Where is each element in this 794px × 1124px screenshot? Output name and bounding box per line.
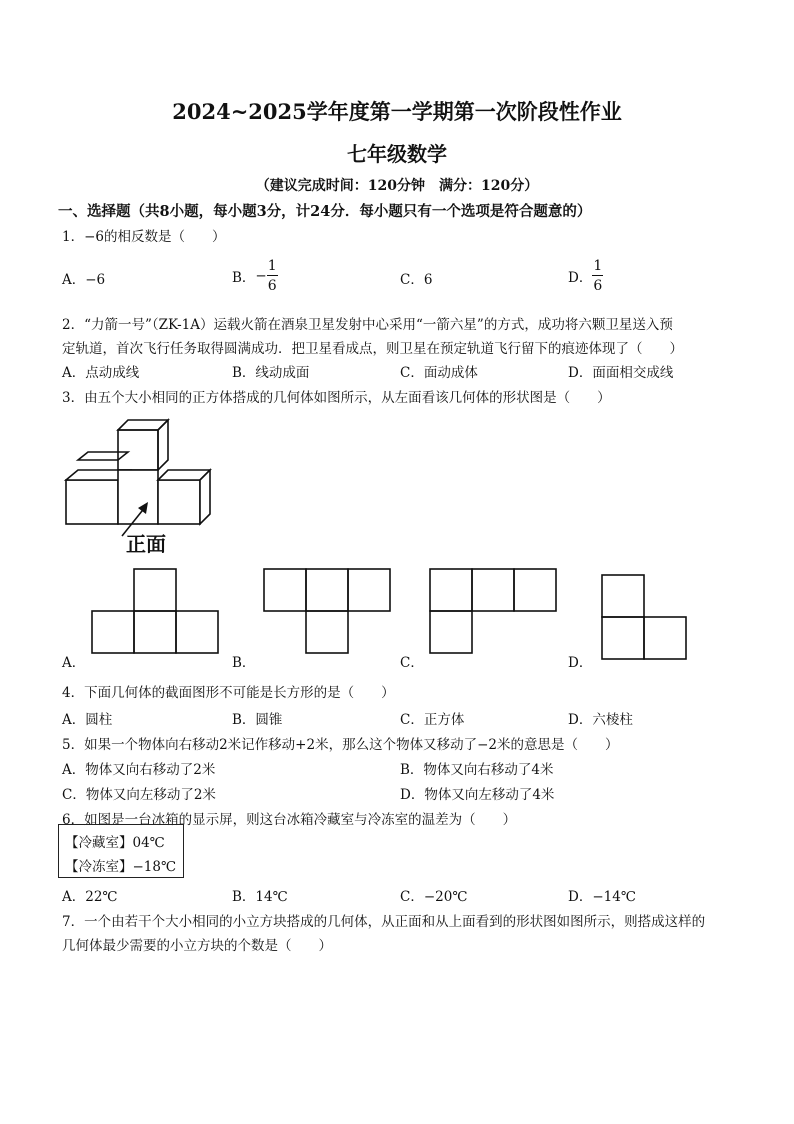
exam-info: （建议完成时间：120分钟 满分：120分） — [255, 178, 539, 194]
q5-option-b: B．物体又向右移动了4米 — [400, 762, 554, 778]
q1-option-c — [400, 268, 432, 288]
q1-option-a-label: A． — [62, 272, 86, 288]
q1-option-b-sign: − — [255, 268, 267, 284]
question-2-stem-line2: 定轨道，首次飞行任务取得圆满成功．把卫星看成点，则卫星在预定轨道飞行留下的痕迹体现了（ ） — [62, 341, 683, 357]
q2-option-b: B．线动成面 — [232, 365, 310, 381]
q6-option-a: A．22℃ — [62, 889, 118, 905]
top-cube-front-face — [118, 430, 158, 470]
exam-title: 2024~2025学年度第一学期第一次阶段性作业 — [172, 99, 622, 124]
fridge-display — [58, 824, 184, 878]
question-4-stem: 4．下面几何体的截面图形不可能是长方形的是（ ） — [62, 685, 395, 701]
back-cube-left-top — [78, 452, 128, 460]
q3-option-a-figure — [92, 567, 222, 657]
q1-option-b-fraction — [267, 259, 278, 293]
top-cube-side-face — [158, 420, 168, 470]
q6-option-c: C．−20℃ — [400, 889, 468, 905]
q3-option-b-label: B． — [232, 655, 256, 671]
question-7-stem-line1: 7．一个由若干个大小相同的小立方块搭成的几何体，从正面和从上面看到的形状图如图所示，则搭成这样的 — [62, 914, 706, 930]
q3-option-c-label: C． — [400, 655, 424, 671]
q1-option-a-value: −6 — [85, 272, 106, 288]
fridge-row-freezer: 【冷冻室】−18℃ — [65, 859, 177, 875]
front-cube-right-side — [200, 470, 210, 524]
front-label: 正面 — [126, 532, 166, 556]
q1-option-b-numerator: 1 — [267, 258, 277, 274]
front-cube-left — [66, 480, 118, 524]
q1-option-d-fraction — [592, 259, 603, 293]
q1-option-c-label: C． — [400, 272, 424, 288]
q1-option-b-denominator: 6 — [267, 278, 277, 294]
exam-subtitle: 七年级数学 — [347, 142, 447, 166]
question-3-stem: 3．由五个大小相同的正方体搭成的几何体如图所示，从左面看该几何体的形状图是（ ） — [62, 390, 611, 406]
question-6-stem: 6．如图是一台冰箱的显示屏，则这台冰箱冷藏室与冷冻室的温差为（ ） — [62, 812, 517, 828]
q5-option-c: C．物体又向左移动了2米 — [62, 787, 216, 803]
q6-option-b: B．14℃ — [232, 889, 288, 905]
q3-option-b-figure — [264, 567, 394, 657]
q1-option-b — [232, 259, 278, 293]
question-5-stem: 5．如果一个物体向右移动2米记作移动+2米，那么这个物体又移动了−2米的意思是（ ） — [62, 737, 619, 753]
q5-option-d: D．物体又向左移动了4米 — [400, 787, 555, 803]
q1-option-a — [62, 268, 105, 288]
q1-option-d-numerator: 1 — [593, 258, 603, 274]
q1-option-d-denominator: 6 — [593, 278, 603, 294]
q2-option-c: C．面动成体 — [400, 365, 478, 381]
q5-option-a: A．物体又向右移动了2米 — [62, 762, 216, 778]
q3-option-d-figure — [602, 573, 692, 663]
q3-option-a-label: A． — [62, 655, 86, 671]
q4-option-d: D．六棱柱 — [568, 712, 633, 728]
question-2-stem-line1: 2．“力箭一号”（ZK-1A）运载火箭在酒泉卫星发射中心采用“一箭六星”的方式，成功将六颗卫星送入预 — [62, 317, 673, 333]
fridge-row-refrigerator: 【冷藏室】04℃ — [65, 835, 165, 851]
q1-option-c-value: 6 — [423, 272, 433, 288]
q2-option-a: A．点动成线 — [62, 365, 140, 381]
q3-option-d-label: D． — [568, 655, 593, 671]
q4-option-c: C．正方体 — [400, 712, 465, 728]
section-heading: 一、选择题（共8小题，每小题3分，计24分．每小题只有一个选项是符合题意的） — [58, 203, 592, 220]
q3-option-c-figure — [430, 567, 560, 657]
q4-option-a: A．圆柱 — [62, 712, 113, 728]
q1-option-d-label: D． — [568, 270, 593, 286]
q6-option-d: D．−14℃ — [568, 889, 636, 905]
q2-option-d: D．面面相交成线 — [568, 365, 674, 381]
q1-option-d — [568, 259, 603, 293]
question-1-stem: 1．−6的相反数是（ ） — [62, 229, 226, 245]
question-7-stem-line2: 几何体最少需要的小立方块的个数是（ ） — [62, 938, 332, 954]
q4-option-b: B．圆锥 — [232, 712, 283, 728]
q1-option-b-label: B． — [232, 270, 256, 286]
front-cube-right — [158, 480, 200, 524]
